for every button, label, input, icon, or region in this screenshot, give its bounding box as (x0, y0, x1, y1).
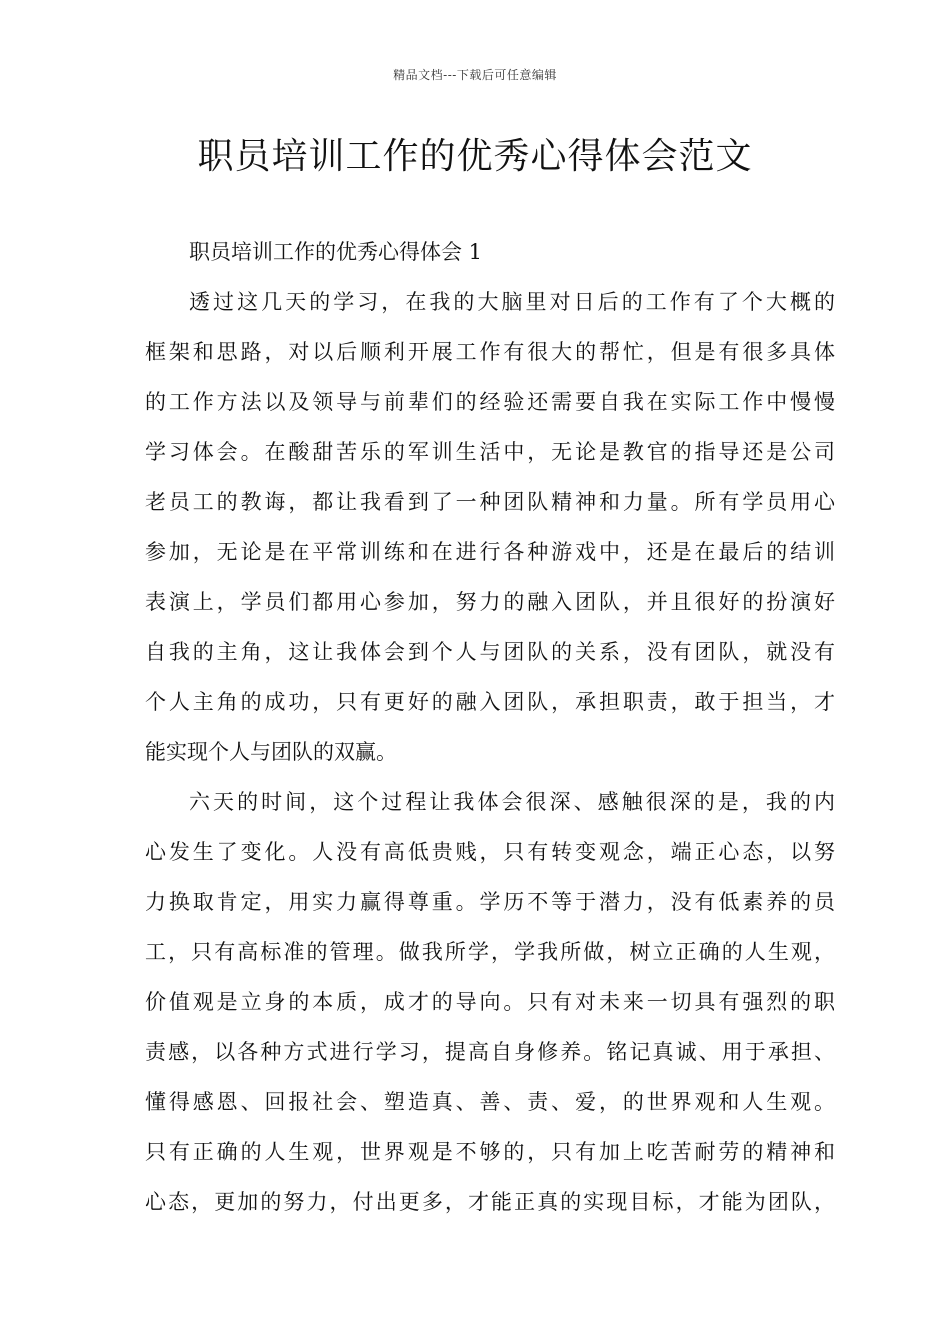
paragraph-2-line-2: 心发生了变化。人没有高低贵贱，只有转变观念，端正心态，以努 (145, 840, 835, 864)
paragraph-1-line-9: 个人主角的成功，只有更好的融入团队，承担职责，敢于担当，才 (145, 690, 835, 714)
paragraph-1-line-10: 能实现个人与团队的双赢。 (145, 740, 397, 764)
paragraph-1-line-4: 学习体会。在酸甜苦乐的军训生活中，无论是教官的指导还是公司 (145, 440, 835, 464)
paragraph-2-line-3: 力换取肯定，用实力赢得尊重。学历不等于潜力，没有低素养的员 (145, 890, 835, 914)
paragraph-2-line-4: 工，只有高标准的管理。做我所学，学我所做，树立正确的人生观， (145, 940, 835, 964)
paragraph-2-line-9: 心态，更加的努力，付出更多，才能正真的实现目标，才能为团队， (145, 1190, 835, 1214)
paragraph-1-line-1: 透过这几天的学习，在我的大脑里对日后的工作有了个大概的 (189, 290, 835, 314)
paragraph-2-line-7: 懂得感恩、回报社会、塑造真、善、责、爱，的世界观和人生观。 (145, 1090, 835, 1114)
section-heading: 职员培训工作的优秀心得体会 1 (189, 240, 483, 264)
paragraph-2-line-8: 只有正确的人生观，世界观是不够的，只有加上吃苦耐劳的精神和 (145, 1140, 835, 1164)
document-title: 职员培训工作的优秀心得体会范文 (197, 136, 753, 177)
paragraph-1-line-5: 老员工的教诲，都让我看到了一种团队精神和力量。所有学员用心 (145, 490, 835, 514)
paragraph-1-line-3: 的工作方法以及领导与前辈们的经验还需要自我在实际工作中慢慢 (145, 390, 835, 414)
paragraph-1-line-6: 参加，无论是在平常训练和在进行各种游戏中，还是在最后的结训 (145, 540, 835, 564)
paragraph-1-line-8: 自我的主角，这让我体会到个人与团队的关系，没有团队，就没有 (145, 640, 835, 664)
paragraph-2-line-5: 价值观是立身的本质，成才的导向。只有对未来一切具有强烈的职 (145, 990, 835, 1014)
paragraph-1-line-2: 框架和思路，对以后顺利开展工作有很大的帮忙，但是有很多具体 (145, 340, 835, 364)
paragraph-1-line-7: 表演上，学员们都用心参加，努力的融入团队，并且很好的扮演好 (145, 590, 835, 614)
paragraph-2-line-6: 责感，以各种方式进行学习，提高自身修养。铭记真诚、用于承担、 (145, 1040, 835, 1064)
paragraph-2-line-1: 六天的时间，这个过程让我体会很深、感触很深的是，我的内 (189, 790, 835, 814)
header-note: 精品文档---下载后可任意编辑 (393, 68, 557, 82)
